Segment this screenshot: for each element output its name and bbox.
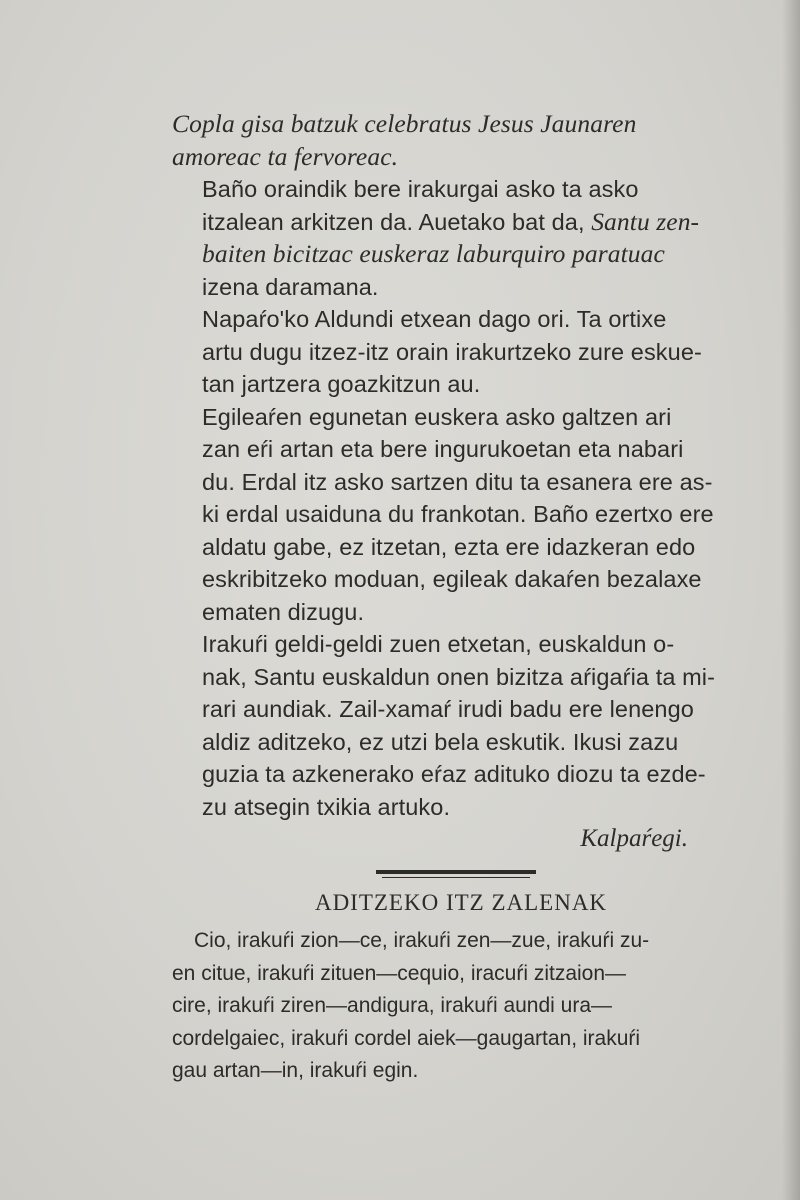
author-signature: Kalpaŕegi.	[580, 825, 688, 852]
text-line: zu atsegin txikia artuko.	[202, 793, 451, 820]
divider-thin-rule	[382, 877, 530, 878]
text-line: rari aundiak. Zail-xamaŕ irudi badu ere lenengo	[202, 696, 694, 722]
text-line: ematen dizugu.	[202, 598, 365, 625]
text-line: guzia ta azkenerako eŕaz adituko diozu ta ezde-	[202, 761, 706, 787]
glossary-line: gau artan—in, irakuŕi egin.	[172, 1059, 419, 1082]
text-line: artu dugu itzez-itz orain irakurtzeko zure eskue-	[202, 338, 702, 365]
paragraph-3	[172, 401, 750, 629]
glossary-line: cordelgaiec, irakuŕi cordel aiek—gaugartan, irakuŕi	[172, 1026, 641, 1050]
text-line: du. Erdal itz asko sartzen ditu ta esanera ere as-	[202, 468, 713, 495]
text-line	[172, 206, 750, 239]
text-line: zan eŕi artan eta bere ingurukoetan eta nabari	[202, 436, 684, 462]
section-divider	[376, 870, 536, 878]
text-line: Napaŕo'ko Aldundi etxean dago ori. Ta ortixe	[202, 306, 667, 332]
text-line: izena daramana.	[202, 273, 379, 300]
glossary-heading: ADITZEKO ITZ ZALENAK	[314, 890, 608, 915]
text-line: eskribitzeko moduan, egileak dakaŕen bezalaxe	[202, 566, 702, 592]
glossary-line: cire, irakuŕi ziren—andigura, irakuŕi aundi ura—	[172, 994, 613, 1017]
text-segment: itzalean arkitzen da. Auetako bat da,	[202, 208, 592, 235]
text-line: Copla gisa batzuk celebratus Jesus Jaunaren	[172, 109, 637, 138]
main-text	[172, 108, 750, 855]
book-title-segment: Santu zen-	[591, 206, 700, 236]
intro-paragraph	[172, 108, 750, 173]
text-line: amoreac ta fervoreac.	[172, 141, 399, 171]
text-line: Irakuŕi geldi-geldi zuen etxetan, euskaldun o-	[202, 631, 675, 657]
text-line: aldiz aditzeko, ez utzi bela eskutik. Ikusi zazu	[202, 728, 679, 755]
book-title-line: baiten bicitzac euskeraz laburquiro paratuac	[202, 239, 665, 268]
text-line: ki erdal usaiduna du frankotan. Baño ezertxo ere	[202, 501, 714, 527]
glossary-text	[172, 925, 750, 1088]
paragraph-4	[172, 628, 750, 823]
divider-thick-rule	[376, 870, 536, 874]
text-line: Baño oraindik bere irakurgai asko ta asko	[202, 176, 639, 202]
text-line: aldatu gabe, ez itzetan, ezta ere idazkeran edo	[202, 533, 696, 560]
paragraph-1	[172, 173, 750, 303]
page-edge-shadow	[782, 0, 800, 1200]
paragraph-2	[172, 303, 750, 401]
text-line: nak, Santu euskaldun onen bizitza aŕigaŕia ta mi-	[202, 663, 716, 690]
text-line: tan jartzera goazkitzun au.	[202, 371, 481, 397]
glossary-line: en citue, irakuŕi zituen—cequio, iracuŕi zitzaion—	[172, 961, 627, 985]
glossary-line: Cio, irakuŕi zion—ce, irakuŕi zen—zue, irakuŕi zu-	[194, 929, 650, 952]
text-line: Egileaŕen egunetan euskera asko galtzen ari	[202, 403, 672, 430]
